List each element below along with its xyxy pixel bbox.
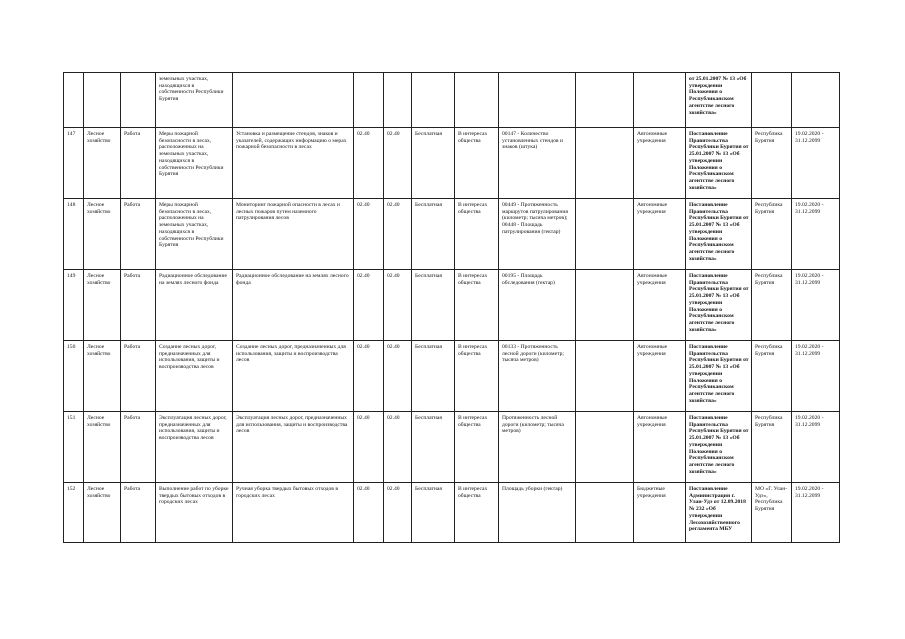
cell-consumers: В интересах общества [455, 412, 499, 483]
cell-authority: Республика Бурятия [752, 199, 792, 270]
cell-period: 19.02.2020 - 31.12.2099 [792, 270, 840, 341]
cell-period: 19.02.2020 - 31.12.2099 [792, 128, 840, 199]
cell-authority: Республика Бурятия [752, 128, 792, 199]
cell-okved1: 02.40 [354, 199, 384, 270]
cell-name: Эксплуатация лесных дорог, предназначенных для использования, защиты и воспроизводства лесов [156, 412, 233, 483]
cell-okved1 [354, 73, 384, 128]
cell-content: Создание лесных дорог, предназначенных для использования, защиты и воспроизводства лесов [233, 341, 354, 412]
cell-blank [576, 412, 634, 483]
cell-okved1: 02.40 [354, 341, 384, 412]
cell-pay: Бесплатная [412, 199, 455, 270]
cell-okved1: 02.40 [354, 128, 384, 199]
cell-indicators: 00195 - Площадь обследования (гектар) [499, 270, 576, 341]
cell-pay: Бесплатная [412, 341, 455, 412]
cell-num: 150 [64, 341, 84, 412]
cell-num: 147 [64, 128, 84, 199]
cell-indicators: 00133 - Протяженность лесной дороги (километр; тысяча метров) [499, 341, 576, 412]
cell-content: Установка и размещение стендов, знаков и указателей, содержащих информацию о мерах пожарной безопасности в лесах [233, 128, 354, 199]
cell-blank [576, 270, 634, 341]
cell-period: 19.02.2020 - 31.12.2099 [792, 483, 840, 543]
cell-sphere [84, 73, 121, 128]
cell-pay: Бесплатная [412, 270, 455, 341]
cell-kind: Работа [121, 270, 156, 341]
cell-okved2: 02.40 [384, 341, 412, 412]
cell-name: земельных участках, находящихся в собственности Республики Бурятия [156, 73, 233, 128]
cell-okved2: 02.40 [384, 199, 412, 270]
cell-okved1: 02.40 [354, 412, 384, 483]
cell-okved2: 02.40 [384, 483, 412, 543]
cell-indicators: 00449 - Протяженность маршрутов патрулирования (километр; тысяча метров); 00448 - Площадь патрулирования (гектар) [499, 199, 576, 270]
cell-name: Радиационное обследование на землях лесного фонда [156, 270, 233, 341]
cell-pay: Бесплатная [412, 128, 455, 199]
cell-num: 149 [64, 270, 84, 341]
cell-consumers: В интересах общества [455, 199, 499, 270]
cell-content: Ручная уборка твердых бытовых отходов в городских лесах [233, 483, 354, 543]
cell-kind: Работа [121, 128, 156, 199]
cell-period [792, 73, 840, 128]
cell-kind: Работа [121, 199, 156, 270]
cell-blank [576, 128, 634, 199]
register-table [63, 72, 840, 543]
cell-okved2 [384, 73, 412, 128]
cell-act: Постановление Правительства Республики Бурятия от 25.01.2007 № 13 «Об утверждении Положения о Республиканском агентстве лесного хозяйства» [686, 412, 752, 483]
cell-authority: МО «Г. Улан-Удэ», Республика Бурятия [752, 483, 792, 543]
cell-consumers: В интересах общества [455, 270, 499, 341]
cell-blank [576, 199, 634, 270]
cell-act: Постановление Правительства Республики Бурятия от 25.01.2007 № 13 «Об утверждении Положения о Республиканском агентстве лесного хозяйства» [686, 270, 752, 341]
cell-num: 151 [64, 412, 84, 483]
cell-institutions: Автономные учреждения [634, 270, 686, 341]
cell-pay: Бесплатная [412, 412, 455, 483]
cell-authority: Республика Бурятия [752, 412, 792, 483]
cell-indicators: Протяженность лесной дороги (километр; тысяча метров) [499, 412, 576, 483]
cell-authority [752, 73, 792, 128]
cell-name: Создание лесных дорог, предназначенных для использования, защиты и воспроизводства лесов [156, 341, 233, 412]
cell-name: Меры пожарной безопасности в лесах, расположенных на земельных участках, находящихся в собственности Республики Бурятия [156, 128, 233, 199]
cell-indicators: 00147 - Количество установленных стендов и знаков (штука) [499, 128, 576, 199]
cell-sphere: Лесное хозяйство [84, 128, 121, 199]
cell-content [233, 73, 354, 128]
cell-period: 19.02.2020 - 31.12.2099 [792, 199, 840, 270]
cell-blank [576, 483, 634, 543]
cell-kind: Работа [121, 341, 156, 412]
cell-period: 19.02.2020 - 31.12.2099 [792, 412, 840, 483]
cell-content: Эксплуатация лесных дорог, предназначенных для использования, защиты и воспроизводства лесов [233, 412, 354, 483]
cell-name: Выполнение работ по уборке твердых бытовых отходов в городских лесах [156, 483, 233, 543]
cell-blank [576, 341, 634, 412]
continuation-row [64, 73, 840, 128]
cell-content: Мониторинг пожарной опасности в лесах и лесных пожаров путем наземного патрулирования лесов [233, 199, 354, 270]
cell-sphere: Лесное хозяйство [84, 483, 121, 543]
cell-kind: Работа [121, 483, 156, 543]
cell-consumers: В интересах общества [455, 128, 499, 199]
cell-sphere: Лесное хозяйство [84, 270, 121, 341]
table-row [64, 341, 840, 412]
table-row [64, 270, 840, 341]
cell-okved2: 02.40 [384, 412, 412, 483]
cell-act: Постановление Администрации г. Улан-Удэ от 12.09.2018 № 232 «Об утверждении Лесохозяйственного регламента МБУ [686, 483, 752, 543]
cell-okved1: 02.40 [354, 270, 384, 341]
cell-kind: Работа [121, 412, 156, 483]
cell-num: 152 [64, 483, 84, 543]
cell-consumers [455, 73, 499, 128]
cell-institutions [634, 73, 686, 128]
cell-act: от 25.01.2007 № 13 «Об утверждении Положения о Республиканском агентстве лесного хозяйства» [686, 73, 752, 128]
cell-act: Постановление Правительства Республики Бурятия от 25.01.2007 № 13 «Об утверждении Положения о Республиканском агентстве лесного хозяйства» [686, 128, 752, 199]
cell-institutions: Автономные учреждения [634, 128, 686, 199]
table-row [64, 483, 840, 543]
cell-okved2: 02.40 [384, 128, 412, 199]
cell-content: Радиационное обследование на землях лесного фонда [233, 270, 354, 341]
cell-sphere: Лесное хозяйство [84, 341, 121, 412]
cell-name: Меры пожарной безопасности в лесах, расположенных на земельных участках, находящихся в собственности Республики Бурятия [156, 199, 233, 270]
cell-blank [576, 73, 634, 128]
cell-period: 19.02.2020 - 31.12.2099 [792, 341, 840, 412]
table-row [64, 128, 840, 199]
cell-authority: Республика Бурятия [752, 341, 792, 412]
cell-institutions: Бюджетные учреждения [634, 483, 686, 543]
table-row [64, 199, 840, 270]
cell-sphere: Лесное хозяйство [84, 412, 121, 483]
cell-pay: Бесплатная [412, 483, 455, 543]
cell-authority: Республика Бурятия [752, 270, 792, 341]
cell-act: Постановление Правительства Республики Бурятия от 25.01.2007 № 13 «Об утверждении Положения о Республиканском агентстве лесного хозяйства» [686, 341, 752, 412]
cell-num [64, 73, 84, 128]
cell-okved2: 02.40 [384, 270, 412, 341]
cell-pay [412, 73, 455, 128]
cell-consumers: В интересах общества [455, 483, 499, 543]
cell-institutions: Автономные учреждения [634, 412, 686, 483]
cell-indicators: Площадь уборки (гектар) [499, 483, 576, 543]
cell-act: Постановление Правительства Республики Бурятия от 25.01.2007 № 13 «Об утверждении Положения о Республиканском агентстве лесного хозяйства» [686, 199, 752, 270]
cell-okved1: 02.40 [354, 483, 384, 543]
cell-consumers: В интересах общества [455, 341, 499, 412]
table-row [64, 412, 840, 483]
cell-num: 148 [64, 199, 84, 270]
cell-institutions: Автономные учреждения [634, 199, 686, 270]
cell-sphere: Лесное хозяйство [84, 199, 121, 270]
cell-indicators [499, 73, 576, 128]
cell-kind [121, 73, 156, 128]
cell-institutions: Автономные учреждения [634, 341, 686, 412]
